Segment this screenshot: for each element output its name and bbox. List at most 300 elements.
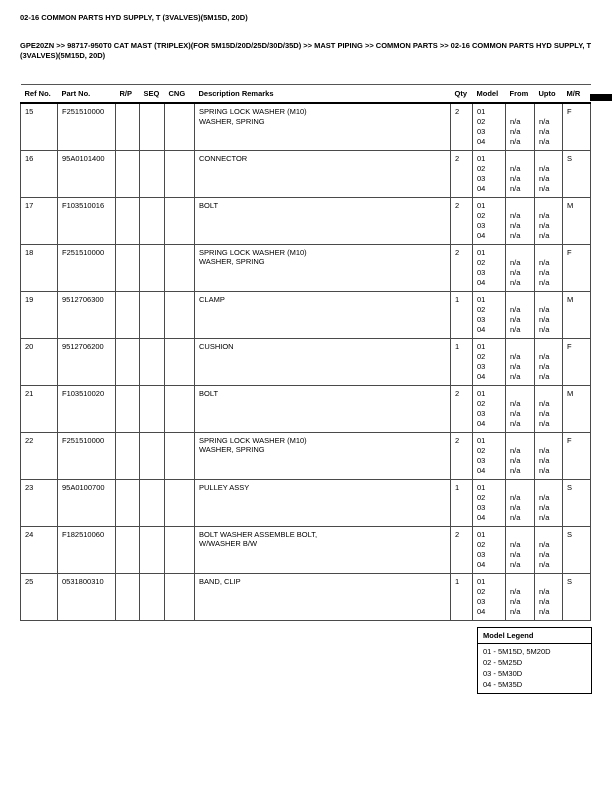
parts-table: [20, 84, 590, 621]
cng-cell: [165, 432, 195, 479]
description-cell: [195, 197, 451, 244]
rp-cell: [116, 479, 140, 526]
from-value: [510, 154, 532, 164]
from-cell: [506, 291, 535, 338]
model-number: 01: [477, 200, 486, 210]
rp-cell: [116, 526, 140, 573]
upto-value: n/a: [539, 398, 550, 408]
upto-value: n/a: [539, 137, 550, 146]
from-value: n/a: [510, 304, 521, 314]
column-header-ref-no: Ref No.: [21, 85, 58, 104]
model-number: 01: [477, 247, 486, 257]
from-cell: [506, 150, 535, 197]
cng-cell: [165, 526, 195, 573]
description-cell: [195, 103, 451, 150]
model-number: 04: [477, 465, 486, 475]
part-no-cell: F182510060: [58, 526, 116, 573]
from-value: n/a: [510, 408, 521, 418]
model-cell: [473, 103, 506, 150]
from-value: n/a: [510, 445, 521, 455]
table-row: [21, 103, 591, 150]
upto-value: n/a: [539, 512, 550, 522]
from-value: [510, 577, 532, 587]
from-value: n/a: [510, 371, 521, 381]
description-cell: [195, 526, 451, 573]
upto-value: n/a: [539, 596, 550, 606]
seq-cell: [140, 291, 165, 338]
table-row: [21, 291, 591, 338]
from-value: n/a: [510, 173, 521, 183]
qty-cell: 1: [451, 573, 473, 620]
mr-cell: F: [563, 432, 591, 479]
seq-cell: [140, 385, 165, 432]
from-value: n/a: [510, 465, 521, 475]
upto-value: n/a: [539, 304, 550, 314]
rp-cell: [116, 385, 140, 432]
column-header-cng: CNG: [165, 85, 195, 104]
description-cell: [195, 150, 451, 197]
cng-cell: [165, 291, 195, 338]
model-number: 01: [477, 153, 486, 163]
rp-cell: [116, 291, 140, 338]
ref-no-cell: 25: [21, 573, 58, 620]
legend-item: 02 - 5M25D: [483, 658, 523, 667]
table-row: [21, 526, 591, 573]
column-header-from: From: [506, 85, 535, 104]
table-row: [21, 197, 591, 244]
model-number: 03: [477, 455, 486, 465]
model-cell: [473, 385, 506, 432]
seq-cell: [140, 197, 165, 244]
breadcrumb: GPE20ZN >> 98717-950T0 CAT MAST (TRIPLEX)(FOR 5M15D/20D/25D/30D/35D) >> MAST PIPING >> COMMON PARTS >> 02-16 COMMON PARTS HYD SUPPLY, T (3VALVES)(5M15D, 20D): [20, 41, 592, 60]
from-value: [510, 436, 532, 446]
from-value: n/a: [510, 455, 521, 465]
upto-value: [539, 201, 560, 211]
from-value: n/a: [510, 586, 521, 596]
mr-cell: M: [563, 385, 591, 432]
part-no-cell: 95A0101400: [58, 150, 116, 197]
from-value: [510, 107, 532, 117]
description-cell: [195, 385, 451, 432]
from-value: n/a: [510, 539, 521, 549]
rp-cell: [116, 573, 140, 620]
cng-cell: [165, 150, 195, 197]
model-number: 02: [477, 210, 486, 220]
from-value: [510, 530, 532, 540]
from-cell: [506, 385, 535, 432]
column-header-part-no: Part No.: [58, 85, 116, 104]
model-number: 02: [477, 304, 486, 314]
part-no-cell: 95A0100700: [58, 479, 116, 526]
model-number: 02: [477, 539, 486, 549]
from-value: n/a: [510, 361, 521, 371]
model-number: 01: [477, 294, 486, 304]
model-number: 01: [477, 435, 486, 445]
from-value: [510, 248, 532, 258]
part-no-cell: F251510000: [58, 432, 116, 479]
model-cell: [473, 197, 506, 244]
from-value: n/a: [510, 220, 521, 230]
cng-cell: [165, 197, 195, 244]
from-cell: [506, 244, 535, 291]
from-value: n/a: [510, 606, 521, 616]
upto-value: [539, 436, 560, 446]
from-value: n/a: [510, 492, 521, 502]
table-header-row: [21, 85, 591, 104]
seq-cell: [140, 338, 165, 385]
mr-cell: S: [563, 526, 591, 573]
seq-cell: [140, 150, 165, 197]
mr-cell: F: [563, 338, 591, 385]
mr-cell: M: [563, 197, 591, 244]
qty-cell: 2: [451, 197, 473, 244]
model-legend: [477, 627, 592, 694]
upto-value: [539, 483, 560, 493]
upto-value: n/a: [539, 267, 550, 277]
description-line: W/WASHER B/W: [199, 539, 258, 548]
ref-no-cell: 18: [21, 244, 58, 291]
part-no-cell: 9512706200: [58, 338, 116, 385]
from-value: n/a: [510, 351, 521, 361]
upto-cell: [535, 526, 563, 573]
rp-cell: [116, 103, 140, 150]
cng-cell: [165, 385, 195, 432]
upto-cell: [535, 385, 563, 432]
part-no-cell: F251510000: [58, 244, 116, 291]
model-number: 01: [477, 576, 486, 586]
model-number: 04: [477, 606, 486, 616]
model-number: 04: [477, 324, 486, 334]
model-number: 04: [477, 559, 486, 569]
from-value: n/a: [510, 163, 521, 173]
upto-value: n/a: [539, 465, 550, 475]
upto-value: n/a: [539, 230, 550, 240]
model-number: 01: [477, 388, 486, 398]
ref-no-cell: 24: [21, 526, 58, 573]
qty-cell: 1: [451, 479, 473, 526]
column-header-qty: Qty: [451, 85, 473, 104]
model-cell: [473, 338, 506, 385]
seq-cell: [140, 479, 165, 526]
upto-cell: [535, 338, 563, 385]
upto-value: [539, 107, 560, 117]
seq-cell: [140, 244, 165, 291]
rp-cell: [116, 150, 140, 197]
upto-value: n/a: [539, 163, 550, 173]
table-row: [21, 150, 591, 197]
from-value: n/a: [510, 257, 521, 267]
qty-cell: 2: [451, 150, 473, 197]
part-no-cell: F103510020: [58, 385, 116, 432]
from-value: n/a: [510, 314, 521, 324]
seq-cell: [140, 573, 165, 620]
upto-value: n/a: [539, 371, 550, 381]
upto-value: n/a: [539, 277, 550, 287]
model-number: 03: [477, 127, 486, 136]
legend-item: 03 - 5M30D: [483, 669, 523, 678]
ref-no-cell: 16: [21, 150, 58, 197]
from-value: [510, 483, 532, 493]
model-number: 02: [477, 117, 486, 126]
ref-no-cell: 20: [21, 338, 58, 385]
column-header-model: Model: [473, 85, 506, 104]
model-number: 02: [477, 163, 486, 173]
rp-cell: [116, 338, 140, 385]
table-row: [21, 385, 591, 432]
model-number: 03: [477, 408, 486, 418]
from-cell: [506, 526, 535, 573]
column-header-seq: SEQ: [140, 85, 165, 104]
upto-value: n/a: [539, 539, 550, 549]
cng-cell: [165, 103, 195, 150]
description-line: SPRING LOCK WASHER (M10): [199, 107, 307, 116]
upto-value: n/a: [539, 586, 550, 596]
table-row: [21, 244, 591, 291]
description-line: BOLT: [199, 200, 219, 210]
from-value: n/a: [510, 512, 521, 522]
upto-value: [539, 248, 560, 258]
description-line: WASHER, SPRING: [199, 257, 265, 266]
from-value: [510, 389, 532, 399]
part-no-cell: 9512706300: [58, 291, 116, 338]
model-number: 02: [477, 445, 486, 455]
from-cell: [506, 197, 535, 244]
model-number: 03: [477, 314, 486, 324]
upto-value: n/a: [539, 445, 550, 455]
from-value: n/a: [510, 277, 521, 287]
ref-no-cell: 17: [21, 197, 58, 244]
description-line: BAND, CLIP: [199, 576, 241, 586]
model-number: 04: [477, 137, 486, 146]
part-no-cell: F251510000: [58, 103, 116, 150]
description-cell: [195, 479, 451, 526]
ref-no-cell: 19: [21, 291, 58, 338]
seq-cell: [140, 526, 165, 573]
description-line: SPRING LOCK WASHER (M10): [199, 247, 307, 257]
upto-cell: [535, 291, 563, 338]
model-cell: [473, 244, 506, 291]
from-value: n/a: [510, 267, 521, 277]
model-number: 02: [477, 586, 486, 596]
upto-cell: [535, 150, 563, 197]
description-line: CLAMP: [199, 294, 225, 304]
legend-item: 04 - 5M35D: [483, 680, 523, 689]
column-header-m-r: M/R: [563, 85, 591, 104]
upto-value: n/a: [539, 314, 550, 324]
model-number: 01: [477, 341, 486, 351]
from-cell: [506, 432, 535, 479]
model-number: 01: [477, 529, 486, 539]
upto-cell: [535, 573, 563, 620]
table-row: [21, 573, 591, 620]
model-cell: [473, 479, 506, 526]
from-value: n/a: [510, 230, 521, 240]
model-number: 04: [477, 371, 486, 381]
parts-table-grid: [20, 84, 591, 621]
from-value: n/a: [510, 559, 521, 569]
from-value: n/a: [510, 502, 521, 512]
from-cell: [506, 479, 535, 526]
description-cell: [195, 432, 451, 479]
upto-cell: [535, 197, 563, 244]
model-number: 03: [477, 502, 486, 512]
from-cell: [506, 338, 535, 385]
rp-cell: [116, 197, 140, 244]
from-cell: [506, 103, 535, 150]
mr-cell: M: [563, 291, 591, 338]
upto-value: [539, 342, 560, 352]
model-cell: [473, 526, 506, 573]
column-header-upto: Upto: [535, 85, 563, 104]
model-number: 03: [477, 173, 486, 183]
ref-no-cell: 23: [21, 479, 58, 526]
from-value: n/a: [510, 210, 521, 220]
mr-cell: F: [563, 244, 591, 291]
model-number: 02: [477, 398, 486, 408]
ref-no-cell: 21: [21, 385, 58, 432]
description-line: CONNECTOR: [199, 153, 248, 163]
upto-value: n/a: [539, 351, 550, 361]
from-value: n/a: [510, 127, 521, 136]
upto-value: n/a: [539, 117, 550, 126]
upto-value: n/a: [539, 257, 550, 267]
model-legend-list: [478, 644, 591, 693]
cng-cell: [165, 573, 195, 620]
legend-item: 01 - 5M15D, 5M20D: [483, 647, 551, 656]
model-number: 04: [477, 512, 486, 522]
model-number: 03: [477, 549, 486, 559]
model-cell: [473, 432, 506, 479]
upto-value: n/a: [539, 492, 550, 502]
model-legend-title: Model Legend: [478, 628, 591, 644]
from-value: [510, 201, 532, 211]
model-number: 03: [477, 596, 486, 606]
model-cell: [473, 573, 506, 620]
qty-cell: 2: [451, 526, 473, 573]
from-cell: [506, 573, 535, 620]
rp-cell: [116, 244, 140, 291]
ref-no-cell: 22: [21, 432, 58, 479]
upto-value: [539, 389, 560, 399]
description-cell: [195, 244, 451, 291]
qty-cell: 1: [451, 291, 473, 338]
upto-value: n/a: [539, 502, 550, 512]
model-number: 01: [477, 107, 486, 116]
upto-cell: [535, 479, 563, 526]
qty-cell: 2: [451, 385, 473, 432]
upto-cell: [535, 244, 563, 291]
seq-cell: [140, 103, 165, 150]
model-number: 03: [477, 220, 486, 230]
upto-cell: [535, 103, 563, 150]
cng-cell: [165, 244, 195, 291]
upto-value: n/a: [539, 559, 550, 569]
from-value: n/a: [510, 324, 521, 334]
model-number: 02: [477, 257, 486, 267]
from-value: [510, 342, 532, 352]
upto-value: n/a: [539, 324, 550, 334]
from-value: n/a: [510, 137, 521, 146]
description-cell: [195, 291, 451, 338]
mr-cell: S: [563, 479, 591, 526]
cng-cell: [165, 338, 195, 385]
qty-cell: 1: [451, 338, 473, 385]
description-line: SPRING LOCK WASHER (M10): [199, 435, 307, 445]
model-number: 04: [477, 230, 486, 240]
cng-cell: [165, 479, 195, 526]
seq-cell: [140, 432, 165, 479]
upto-cell: [535, 432, 563, 479]
column-header-description-remarks: Description Remarks: [195, 85, 451, 104]
upto-value: [539, 295, 560, 305]
table-row: [21, 479, 591, 526]
upto-value: [539, 530, 560, 540]
upto-value: n/a: [539, 210, 550, 220]
model-number: 02: [477, 351, 486, 361]
description-line: CUSHION: [199, 341, 234, 351]
model-cell: [473, 291, 506, 338]
table-row: [21, 432, 591, 479]
from-value: n/a: [510, 398, 521, 408]
mr-cell: S: [563, 573, 591, 620]
description-line: WASHER, SPRING: [199, 445, 265, 454]
from-value: [510, 295, 532, 305]
description-line: BOLT: [199, 388, 219, 398]
description-line: BOLT WASHER ASSEMBLE BOLT,: [199, 529, 318, 539]
upto-value: n/a: [539, 183, 550, 193]
upto-value: [539, 577, 560, 587]
ref-no-cell: 15: [21, 103, 58, 150]
qty-cell: 2: [451, 244, 473, 291]
upto-value: n/a: [539, 127, 550, 136]
mr-cell: S: [563, 150, 591, 197]
upto-value: n/a: [539, 455, 550, 465]
description-line: PULLEY ASSY: [199, 482, 250, 492]
rp-cell: [116, 432, 140, 479]
part-no-cell: 0531800310: [58, 573, 116, 620]
model-number: 03: [477, 267, 486, 277]
upto-value: [539, 154, 560, 164]
model-number: 01: [477, 482, 486, 492]
model-number: 02: [477, 492, 486, 502]
upto-value: n/a: [539, 173, 550, 183]
upto-value: n/a: [539, 408, 550, 418]
model-number: 04: [477, 418, 486, 428]
table-row: [21, 338, 591, 385]
mr-cell: F: [563, 103, 591, 150]
description-line: WASHER, SPRING: [199, 116, 265, 126]
page-corner-mark: [590, 94, 612, 101]
description-cell: [195, 573, 451, 620]
qty-cell: 2: [451, 432, 473, 479]
model-number: 04: [477, 277, 486, 287]
model-number: 03: [477, 361, 486, 371]
qty-cell: 2: [451, 103, 473, 150]
page-title: 02-16 COMMON PARTS HYD SUPPLY, T (3VALVES)(5M15D, 20D): [20, 13, 248, 22]
from-value: n/a: [510, 183, 521, 193]
model-cell: [473, 150, 506, 197]
upto-value: n/a: [539, 606, 550, 616]
upto-value: n/a: [539, 418, 550, 428]
model-number: 04: [477, 183, 486, 193]
upto-value: n/a: [539, 220, 550, 230]
column-header-r-p: R/P: [116, 85, 140, 104]
from-value: n/a: [510, 117, 521, 126]
part-no-cell: F103510016: [58, 197, 116, 244]
from-value: n/a: [510, 596, 521, 606]
from-value: n/a: [510, 418, 521, 428]
upto-value: n/a: [539, 361, 550, 371]
